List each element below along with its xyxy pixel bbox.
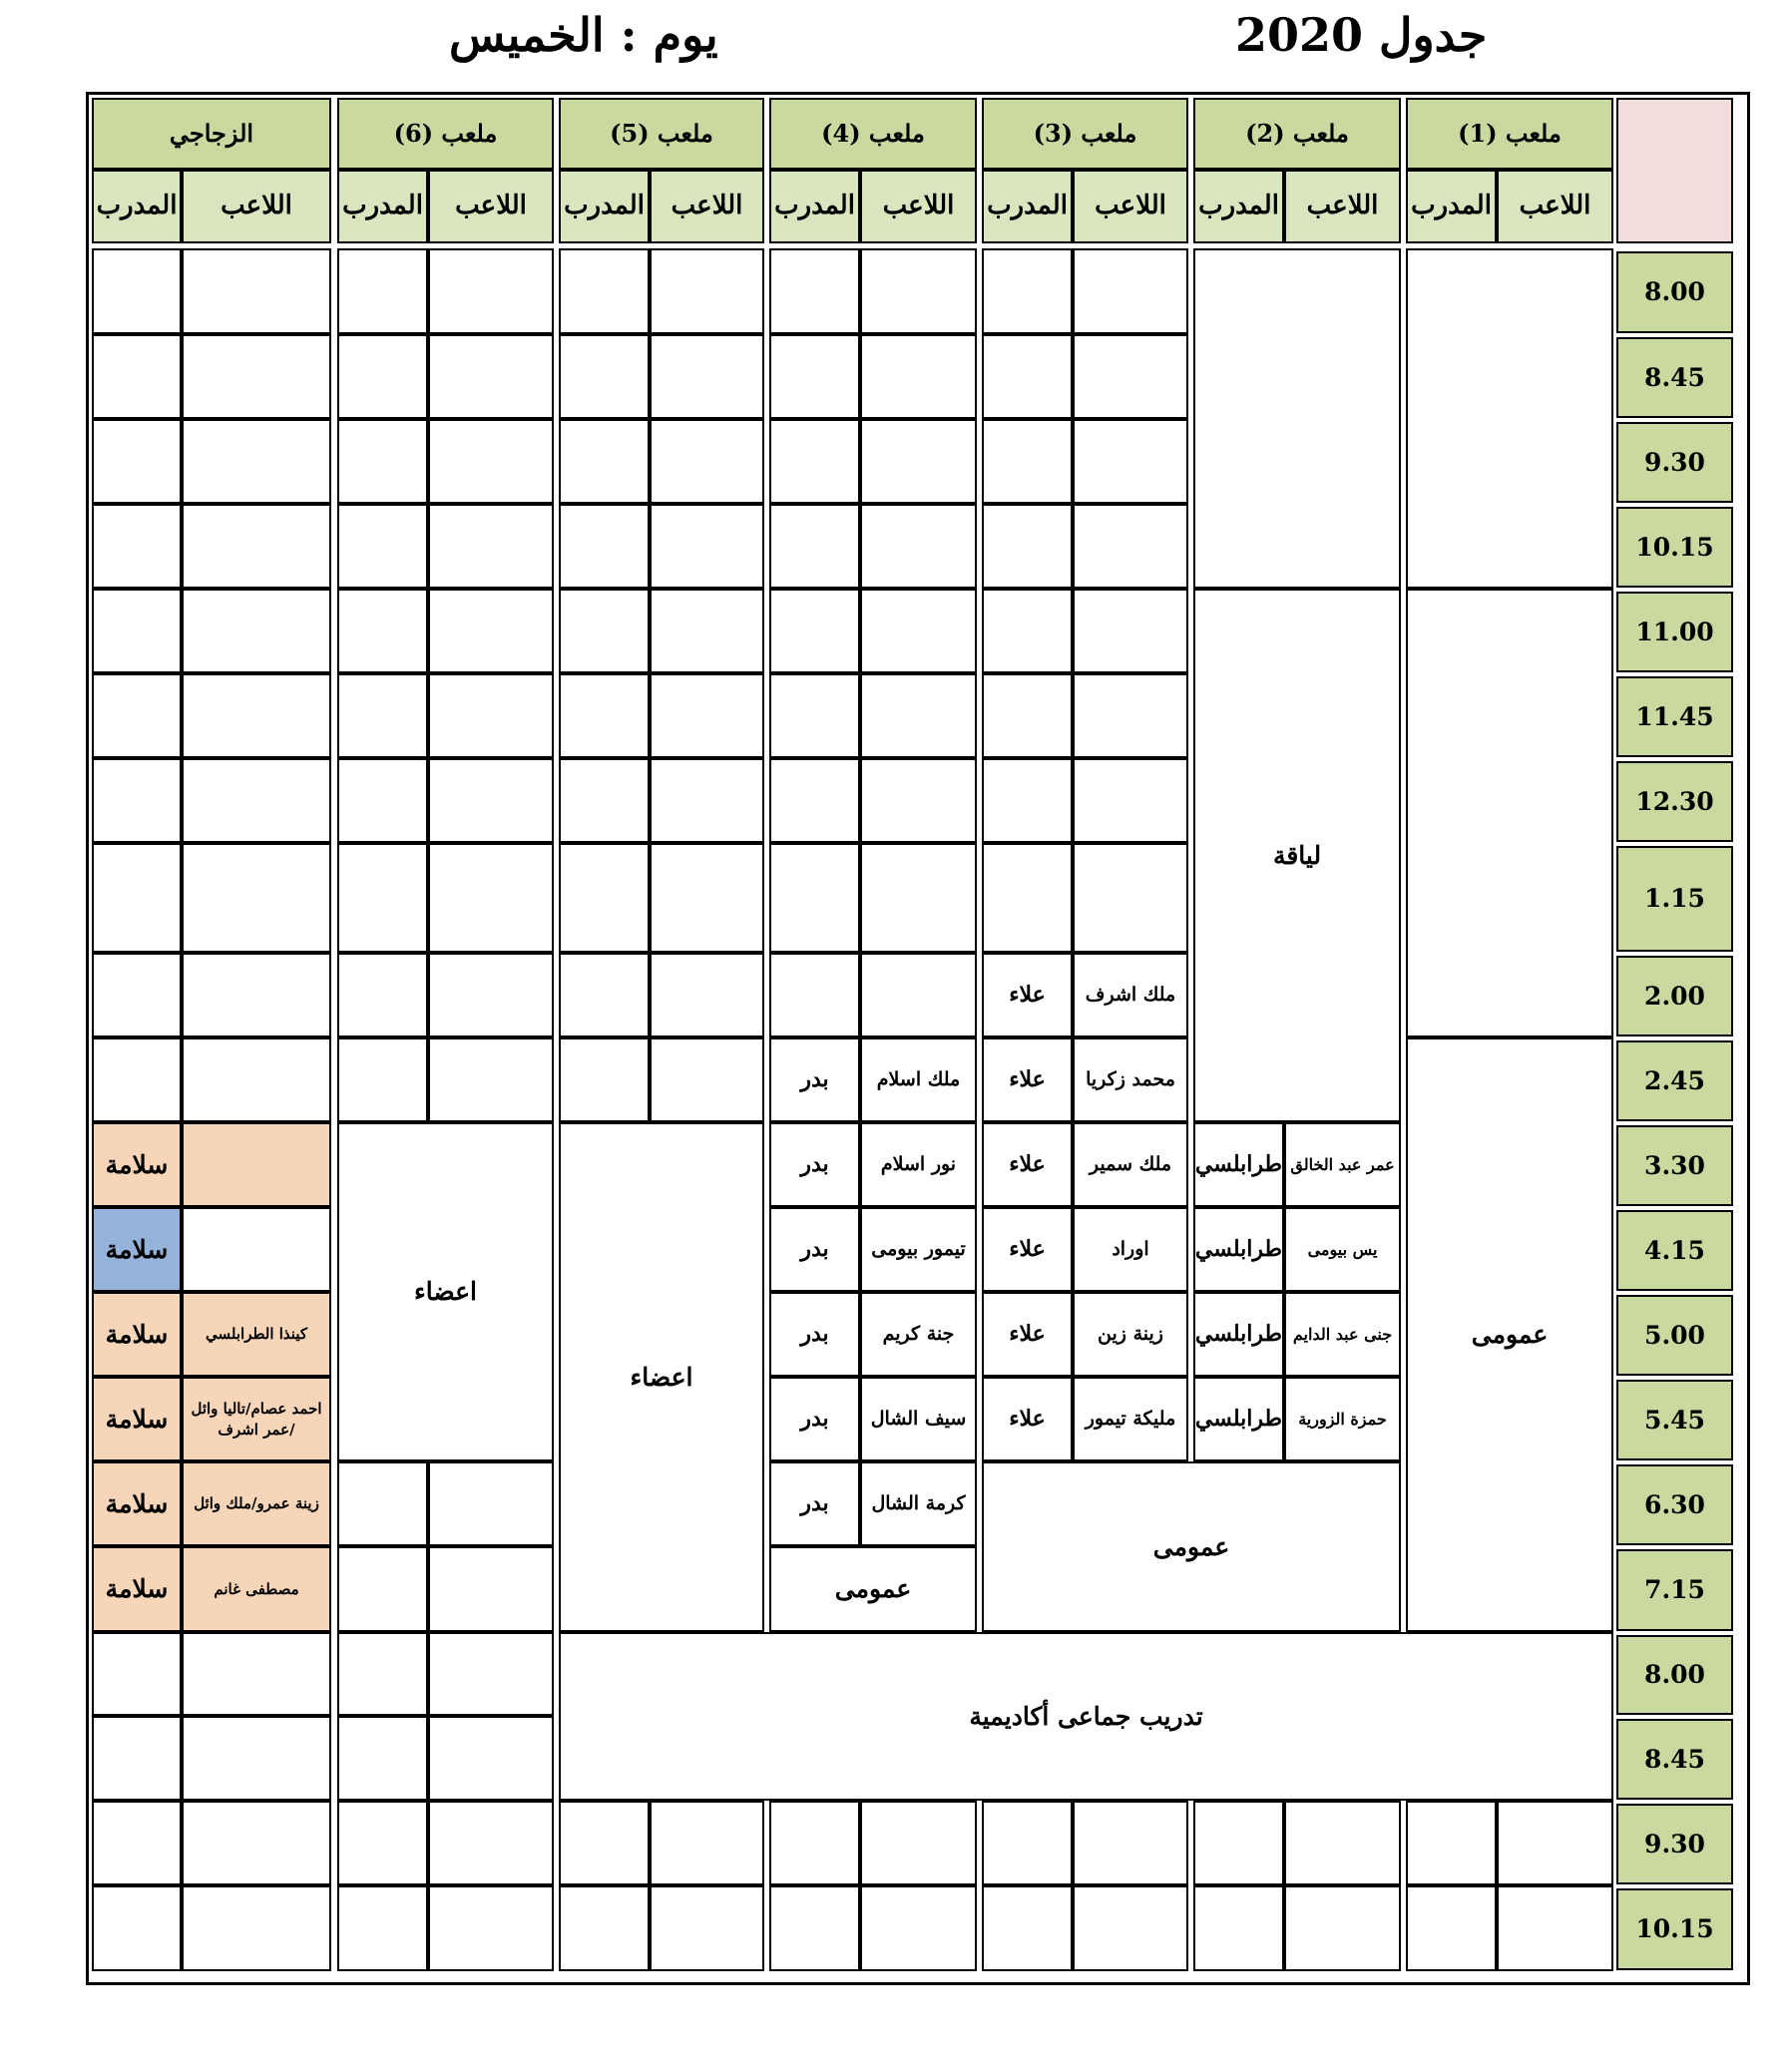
empty-coach-cell (337, 1885, 428, 1971)
empty-coach-cell (92, 504, 182, 589)
court3-coach-cell: علاء (982, 953, 1073, 1037)
empty-coach-cell (559, 953, 650, 1037)
empty-player-cell (860, 953, 977, 1037)
court4-coach-cell: بدر (769, 1377, 860, 1461)
empty-coach-cell (769, 248, 860, 334)
time-slot-cell: 8.45 (1616, 337, 1733, 418)
empty-coach-cell (559, 1801, 650, 1885)
court2-coach-cell: طرابلسي (1193, 1377, 1284, 1461)
time-slot-cell: 9.30 (1616, 422, 1733, 503)
empty-coach-cell (769, 504, 860, 589)
time-slot-cell: 3.30 (1616, 1125, 1733, 1206)
glass-player-cell: زينة عمرو/ملك وائل (182, 1461, 331, 1546)
empty-coach-cell (559, 334, 650, 419)
court3-player-cell: ملك سمير (1073, 1122, 1188, 1207)
time-slot-cell: 10.15 (1616, 1888, 1733, 1970)
empty-player-cell (182, 504, 331, 589)
court3-coach-cell: علاء (982, 1207, 1073, 1292)
time-slot-cell: 8.45 (1616, 1719, 1733, 1800)
empty-player-cell (650, 758, 764, 843)
empty-player-cell (650, 248, 764, 334)
court3-coach-cell: علاء (982, 1292, 1073, 1377)
court-header: ملعب (2) (1193, 98, 1401, 170)
court4-player-cell: جنة كريم (860, 1292, 977, 1377)
glass-coach-cell: سلامة (92, 1546, 182, 1632)
empty-coach-cell (92, 248, 182, 334)
time-slot-cell: 7.15 (1616, 1549, 1733, 1631)
empty-coach-cell (337, 1546, 428, 1632)
empty-coach-cell (92, 758, 182, 843)
empty-coach-cell (559, 248, 650, 334)
court2-player-cell: يس بيومى (1284, 1207, 1401, 1292)
coach-column-header: المدرب (559, 170, 650, 243)
time-slot-cell: 11.00 (1616, 592, 1733, 672)
empty-player-cell (182, 1885, 331, 1971)
court-header: ملعب (3) (982, 98, 1188, 170)
empty-player-cell (650, 419, 764, 504)
empty-coach-cell (769, 673, 860, 758)
empty-coach-cell (769, 1885, 860, 1971)
court-header: الزجاجي (92, 98, 331, 170)
player-column-header: اللاعب (1284, 170, 1401, 243)
empty-coach-cell (337, 673, 428, 758)
time-slot-cell: 1.15 (1616, 846, 1733, 952)
court4-coach-cell: بدر (769, 1461, 860, 1546)
empty-coach-cell (559, 419, 650, 504)
court-header: ملعب (4) (769, 98, 977, 170)
day-title: يوم : الخميس (449, 8, 718, 62)
glass-player-cell (182, 1122, 331, 1207)
time-slot-cell: 6.30 (1616, 1464, 1733, 1545)
empty-player-cell (182, 953, 331, 1037)
time-slot-cell: 11.45 (1616, 676, 1733, 757)
empty-coach-cell (337, 334, 428, 419)
empty-player-cell (182, 673, 331, 758)
time-slot-cell: 2.00 (1616, 956, 1733, 1036)
coach-column-header: المدرب (982, 170, 1073, 243)
court4-general-block: عمومى (769, 1546, 977, 1632)
court2-empty-block (1193, 248, 1401, 589)
time-slot-cell: 8.00 (1616, 251, 1733, 333)
empty-player-cell (860, 1801, 977, 1885)
empty-player-cell (182, 334, 331, 419)
empty-coach-cell (337, 1716, 428, 1801)
time-slot-cell: 2.45 (1616, 1040, 1733, 1121)
empty-player-cell (860, 504, 977, 589)
empty-player-cell (1497, 1885, 1613, 1971)
time-slot-cell: 4.15 (1616, 1210, 1733, 1291)
empty-player-cell (860, 589, 977, 673)
empty-coach-cell (92, 1632, 182, 1716)
empty-coach-cell (559, 758, 650, 843)
empty-coach-cell (982, 843, 1073, 953)
empty-player-cell (860, 248, 977, 334)
empty-player-cell (860, 419, 977, 504)
empty-player-cell (650, 504, 764, 589)
empty-player-cell (1284, 1885, 1401, 1971)
empty-coach-cell (1406, 1885, 1497, 1971)
empty-player-cell (182, 248, 331, 334)
empty-player-cell (860, 758, 977, 843)
glass-coach-cell: سلامة (92, 1207, 182, 1292)
coach-column-header: المدرب (92, 170, 182, 243)
court2-player-cell: جنى عبد الدايم (1284, 1292, 1401, 1377)
empty-player-cell (650, 1801, 764, 1885)
empty-player-cell (428, 1461, 554, 1546)
court3-coach-cell: علاء (982, 1377, 1073, 1461)
glass-player-cell: مصطفى غانم (182, 1546, 331, 1632)
empty-player-cell (182, 758, 331, 843)
empty-player-cell (428, 589, 554, 673)
court4-coach-cell: بدر (769, 1207, 860, 1292)
time-slot-cell: 10.15 (1616, 507, 1733, 588)
time-slot-cell: 9.30 (1616, 1804, 1733, 1884)
empty-player-cell (1073, 334, 1188, 419)
empty-coach-cell (982, 419, 1073, 504)
time-slot-cell: 12.30 (1616, 761, 1733, 842)
player-column-header: اللاعب (1073, 170, 1188, 243)
court3-general-block: عمومى (982, 1461, 1401, 1632)
glass-coach-cell: سلامة (92, 1292, 182, 1377)
empty-coach-cell (982, 248, 1073, 334)
court3-player-cell: محمد زكريا (1073, 1037, 1188, 1122)
empty-coach-cell (982, 1885, 1073, 1971)
court4-player-cell: كرمة الشال (860, 1461, 977, 1546)
court-header: ملعب (1) (1406, 98, 1613, 170)
empty-player-cell (428, 673, 554, 758)
court1-general-block: عمومى (1406, 1037, 1613, 1632)
empty-player-cell (650, 334, 764, 419)
empty-coach-cell (769, 843, 860, 953)
empty-coach-cell (92, 334, 182, 419)
empty-coach-cell (769, 589, 860, 673)
empty-player-cell (428, 1037, 554, 1122)
empty-player-cell (182, 1037, 331, 1122)
empty-coach-cell (92, 843, 182, 953)
court4-coach-cell: بدر (769, 1122, 860, 1207)
empty-coach-cell (337, 843, 428, 953)
empty-coach-cell (769, 419, 860, 504)
empty-player-cell (428, 504, 554, 589)
court2-coach-cell: طرابلسي (1193, 1122, 1284, 1207)
empty-coach-cell (92, 419, 182, 504)
court4-player-cell: سيف الشال (860, 1377, 977, 1461)
time-slot-cell: 5.45 (1616, 1380, 1733, 1460)
empty-coach-cell (769, 334, 860, 419)
glass-player-cell: كينذا الطرابلسي (182, 1292, 331, 1377)
court4-coach-cell: بدر (769, 1037, 860, 1122)
empty-player-cell (428, 953, 554, 1037)
player-column-header: اللاعب (182, 170, 331, 243)
empty-coach-cell (92, 1801, 182, 1885)
empty-coach-cell (1193, 1801, 1284, 1885)
empty-player-cell (1073, 248, 1188, 334)
empty-player-cell (428, 1546, 554, 1632)
court1-empty-block (1406, 589, 1613, 1037)
corner-header-cell (1616, 98, 1733, 243)
court3-player-cell: ملك اشرف (1073, 953, 1188, 1037)
empty-coach-cell (92, 673, 182, 758)
empty-coach-cell (92, 1037, 182, 1122)
court-header: ملعب (6) (337, 98, 554, 170)
schedule-year-title: جدول 2020 (1235, 8, 1488, 62)
court3-player-cell: اوراد (1073, 1207, 1188, 1292)
empty-coach-cell (982, 758, 1073, 843)
court-header: ملعب (5) (559, 98, 764, 170)
court4-coach-cell: بدر (769, 1292, 860, 1377)
empty-coach-cell (769, 953, 860, 1037)
empty-player-cell (860, 1885, 977, 1971)
coach-column-header: المدرب (1193, 170, 1284, 243)
court2-player-cell: عمر عبد الخالق (1284, 1122, 1401, 1207)
empty-player-cell (1073, 1801, 1188, 1885)
empty-player-cell (1073, 673, 1188, 758)
empty-player-cell (182, 1801, 331, 1885)
empty-coach-cell (559, 504, 650, 589)
player-column-header: اللاعب (860, 170, 977, 243)
empty-player-cell (182, 1716, 331, 1801)
empty-coach-cell (559, 1037, 650, 1122)
empty-player-cell (860, 673, 977, 758)
empty-coach-cell (982, 673, 1073, 758)
empty-coach-cell (337, 758, 428, 843)
court3-coach-cell: علاء (982, 1122, 1073, 1207)
glass-coach-cell: سلامة (92, 1461, 182, 1546)
empty-coach-cell (559, 673, 650, 758)
empty-player-cell (650, 673, 764, 758)
empty-coach-cell (1406, 1801, 1497, 1885)
glass-player-cell: احمد عصام/تاليا وائل /عمر اشرف (182, 1377, 331, 1461)
empty-player-cell (428, 1801, 554, 1885)
court2-coach-cell: طرابلسي (1193, 1207, 1284, 1292)
empty-coach-cell (337, 1461, 428, 1546)
player-column-header: اللاعب (1497, 170, 1613, 243)
empty-coach-cell (337, 589, 428, 673)
time-slot-cell: 8.00 (1616, 1635, 1733, 1715)
academy-group-training-block: تدريب جماعى أكاديمية (559, 1632, 1613, 1801)
empty-player-cell (860, 843, 977, 953)
empty-coach-cell (92, 953, 182, 1037)
empty-player-cell (650, 1037, 764, 1122)
court4-player-cell: نور اسلام (860, 1122, 977, 1207)
empty-coach-cell (92, 589, 182, 673)
empty-coach-cell (337, 1801, 428, 1885)
court4-player-cell: ملك اسلام (860, 1037, 977, 1122)
empty-coach-cell (559, 589, 650, 673)
empty-player-cell (1073, 1885, 1188, 1971)
empty-player-cell (860, 334, 977, 419)
court3-coach-cell: علاء (982, 1037, 1073, 1122)
empty-player-cell (182, 843, 331, 953)
court1-empty-block (1406, 248, 1613, 589)
empty-coach-cell (337, 1632, 428, 1716)
empty-coach-cell (982, 504, 1073, 589)
empty-player-cell (1073, 504, 1188, 589)
coach-column-header: المدرب (769, 170, 860, 243)
empty-coach-cell (337, 248, 428, 334)
empty-coach-cell (769, 758, 860, 843)
empty-player-cell (428, 843, 554, 953)
court4-player-cell: تيمور بيومى (860, 1207, 977, 1292)
empty-player-cell (1497, 1801, 1613, 1885)
empty-player-cell (650, 843, 764, 953)
empty-player-cell (428, 334, 554, 419)
empty-player-cell (650, 953, 764, 1037)
empty-coach-cell (559, 1885, 650, 1971)
court3-player-cell: زينة زين (1073, 1292, 1188, 1377)
empty-player-cell (428, 1632, 554, 1716)
court2-player-cell: حمزة الزورية (1284, 1377, 1401, 1461)
empty-player-cell (1073, 843, 1188, 953)
empty-player-cell (182, 419, 331, 504)
empty-player-cell (182, 1632, 331, 1716)
empty-coach-cell (769, 1801, 860, 1885)
empty-coach-cell (92, 1716, 182, 1801)
player-column-header: اللاعب (650, 170, 764, 243)
members-block: اعضاء (337, 1122, 554, 1461)
glass-player-cell (182, 1207, 331, 1292)
empty-player-cell (650, 1885, 764, 1971)
empty-player-cell (428, 1885, 554, 1971)
empty-player-cell (1284, 1801, 1401, 1885)
empty-player-cell (650, 589, 764, 673)
empty-player-cell (428, 758, 554, 843)
empty-coach-cell (337, 419, 428, 504)
empty-coach-cell (1193, 1885, 1284, 1971)
empty-coach-cell (982, 589, 1073, 673)
court2-coach-cell: طرابلسي (1193, 1292, 1284, 1377)
empty-coach-cell (337, 504, 428, 589)
empty-coach-cell (982, 1801, 1073, 1885)
empty-coach-cell (337, 1037, 428, 1122)
fitness-block: لياقة (1193, 589, 1401, 1122)
empty-player-cell (1073, 758, 1188, 843)
glass-coach-cell: سلامة (92, 1377, 182, 1461)
coach-column-header: المدرب (337, 170, 428, 243)
empty-player-cell (182, 589, 331, 673)
time-slot-cell: 5.00 (1616, 1295, 1733, 1376)
empty-player-cell (428, 248, 554, 334)
members-block: اعضاء (559, 1122, 764, 1632)
empty-player-cell (428, 1716, 554, 1801)
empty-player-cell (428, 419, 554, 504)
glass-coach-cell: سلامة (92, 1122, 182, 1207)
empty-player-cell (1073, 419, 1188, 504)
empty-coach-cell (982, 334, 1073, 419)
empty-coach-cell (559, 843, 650, 953)
court3-player-cell: مليكة تيمور (1073, 1377, 1188, 1461)
empty-coach-cell (92, 1885, 182, 1971)
empty-coach-cell (337, 953, 428, 1037)
player-column-header: اللاعب (428, 170, 554, 243)
coach-column-header: المدرب (1406, 170, 1497, 243)
empty-player-cell (1073, 589, 1188, 673)
